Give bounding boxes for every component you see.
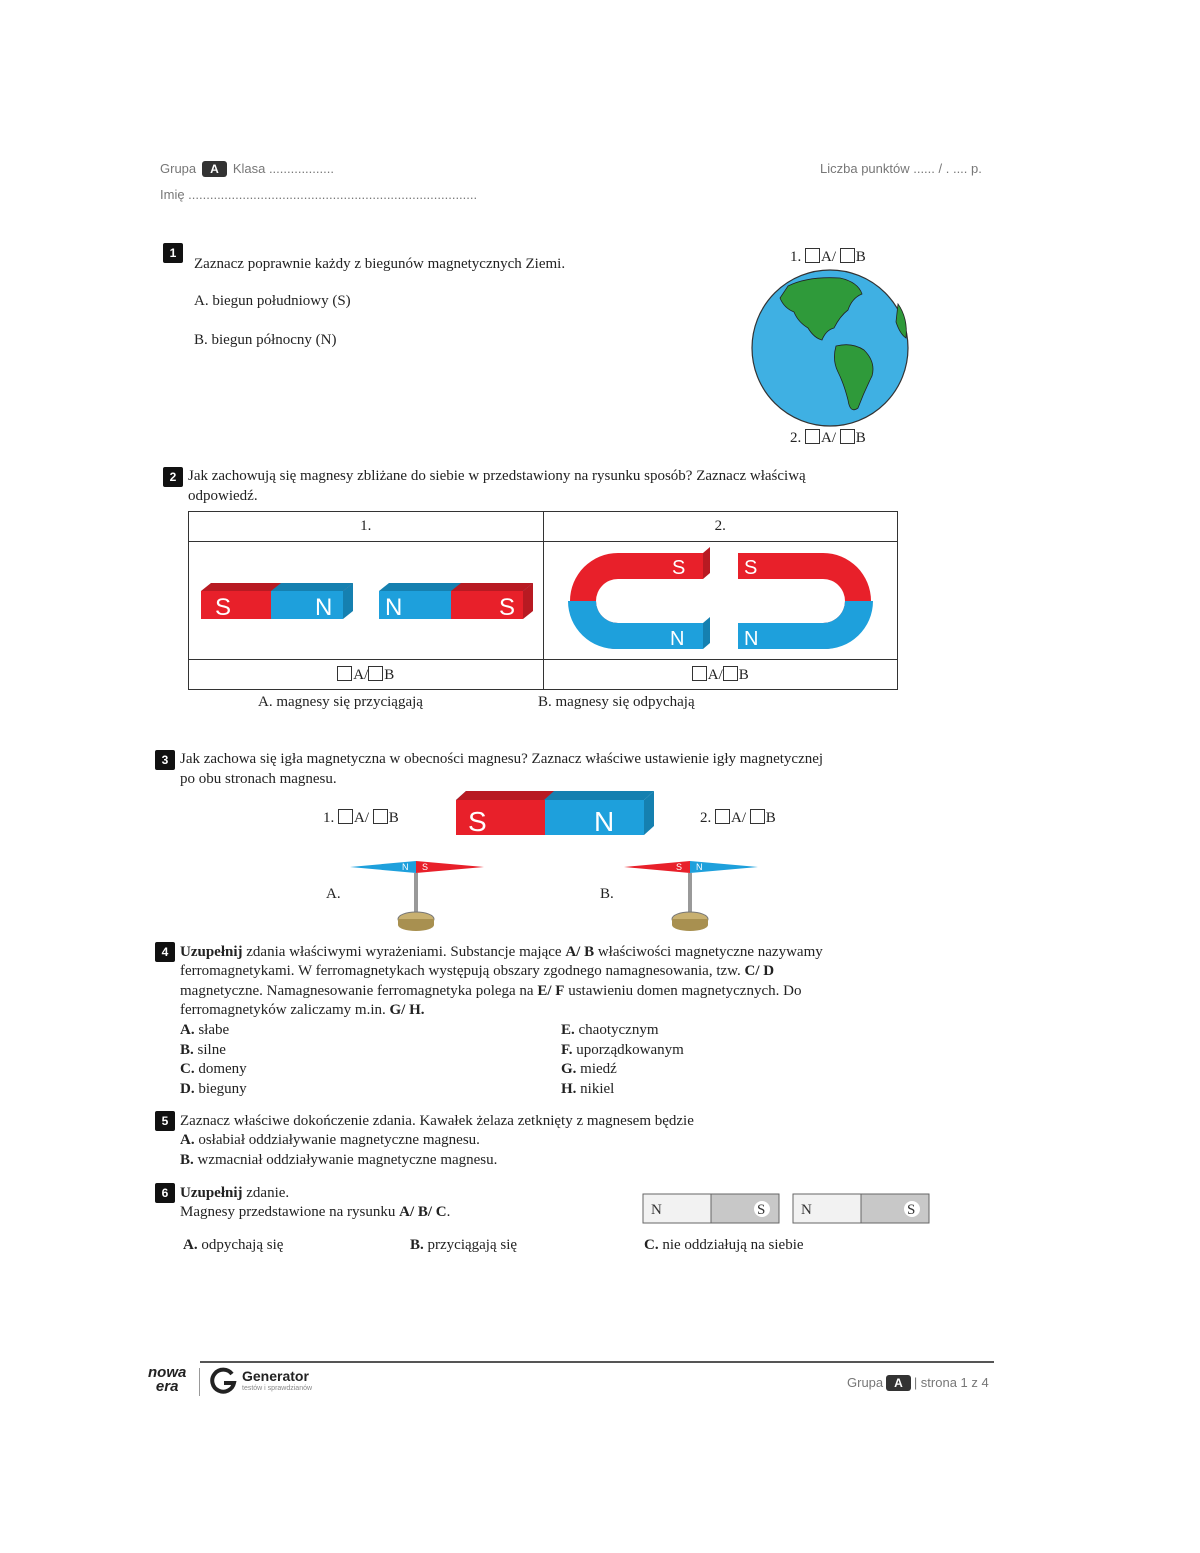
checkbox-b[interactable] bbox=[840, 429, 855, 444]
bar-magnets-illustration bbox=[193, 543, 538, 653]
question-number-3: 3 bbox=[155, 750, 175, 770]
checkbox-b[interactable] bbox=[750, 809, 765, 824]
checkbox-b[interactable] bbox=[723, 666, 738, 681]
q4-left-options bbox=[180, 1021, 247, 1099]
q2-answer-a: A. magnesy się przyciągają bbox=[258, 694, 423, 710]
q2-bar-magnets-cell bbox=[189, 542, 544, 660]
q4-line2: ferromagnetykami. W ferromagnetykach występują obszary zgodnego namagnesowania, tzw. C/ D bbox=[180, 963, 775, 979]
logo-separator bbox=[199, 1368, 200, 1396]
q2-col2-header: 2. bbox=[543, 512, 898, 542]
question-number-2: 2 bbox=[163, 467, 183, 487]
q1-option-a: A. biegun południowy (S) bbox=[194, 293, 351, 309]
q1-option-b: B. biegun północny (N) bbox=[194, 332, 337, 348]
svg-text:S: S bbox=[422, 862, 429, 872]
q6-gray-magnets-illustration bbox=[642, 1193, 930, 1225]
question-number-1: 1 bbox=[163, 243, 183, 263]
magnet-label-s: S bbox=[468, 806, 487, 837]
points-label: Liczba punktów ...... / . .... p. bbox=[820, 161, 982, 176]
magnet-label-s: S bbox=[215, 594, 232, 621]
q1-bottom-choice: 2. A/ B bbox=[790, 430, 866, 446]
group-label: Grupa bbox=[160, 161, 197, 176]
q2-choice-1: A/ B bbox=[189, 660, 544, 690]
q4-line4: ferromagnetyków zaliczamy m.in. G/ H. bbox=[180, 1002, 425, 1018]
checkbox-a[interactable] bbox=[715, 809, 730, 824]
option-item: H. nikiel bbox=[561, 1080, 615, 1097]
name-label: Imię ................................................................................ bbox=[160, 187, 478, 202]
q1-top-choice: 1. A/ B bbox=[790, 249, 866, 265]
magnet-label-s: S bbox=[743, 557, 758, 579]
option-item: F. uporządkowanym bbox=[561, 1041, 684, 1058]
q4-line3: magnetyczne. Namagnesowanie ferromagnetyka polega na E/ F ustawieniu domen magnetycznych. Do bbox=[180, 983, 802, 999]
class-label: Klasa .................. bbox=[232, 161, 334, 176]
magnet-label-n: N bbox=[315, 594, 333, 621]
compass-needle-b-icon bbox=[620, 855, 762, 931]
magnet-label-n: N bbox=[594, 806, 615, 837]
q4-right-options bbox=[561, 1021, 684, 1099]
magnet-label-n: N bbox=[651, 1202, 662, 1218]
generator-subtitle: testów i sprawdzianów bbox=[242, 1385, 313, 1392]
question-number-4: 4 bbox=[155, 942, 175, 962]
magnet-label-n: N bbox=[801, 1202, 812, 1218]
q2-table bbox=[188, 511, 898, 690]
checkbox-b[interactable] bbox=[368, 666, 383, 681]
magnet-label-n: N bbox=[743, 628, 759, 650]
q6-option-a: A. odpychają się bbox=[183, 1237, 284, 1253]
needle-b-label: B. bbox=[600, 886, 614, 902]
option-item: E. chaotycznym bbox=[561, 1022, 659, 1038]
option-item: A. słabe bbox=[180, 1022, 230, 1038]
q6-option-b: B. przyciągają się bbox=[410, 1237, 518, 1253]
question-number-5: 5 bbox=[155, 1111, 175, 1131]
magnet-label-s: S bbox=[907, 1202, 916, 1218]
option-item: D. bieguny bbox=[180, 1080, 247, 1097]
earth-globe-icon bbox=[748, 268, 912, 428]
group-line bbox=[160, 161, 334, 177]
svg-text:N: N bbox=[696, 862, 703, 872]
magnet-label-s: S bbox=[499, 594, 516, 621]
q3-question-line2: po obu stronach magnesu. bbox=[180, 771, 337, 787]
footer-page-info bbox=[847, 1375, 989, 1391]
svg-text:N: N bbox=[402, 862, 409, 872]
q1-question: Zaznacz poprawnie każdy z biegunów magnetycznych Ziemi. bbox=[194, 256, 566, 272]
horseshoe-magnets-illustration bbox=[548, 543, 893, 653]
checkbox-a[interactable] bbox=[337, 666, 352, 681]
option-item: B. silne bbox=[180, 1041, 226, 1058]
q2-question-line1: Jak zachowują się magnesy zbliżane do siebie w przedstawiony na rysunku sposób? Zaznacz właściwą bbox=[188, 468, 806, 484]
q2-col1-header: 1. bbox=[189, 512, 544, 542]
footer-page-number: | strona 1 z 4 bbox=[913, 1375, 989, 1390]
checkbox-b[interactable] bbox=[840, 248, 855, 263]
q5-option-a: A. osłabiał oddziaływanie magnetyczne magnesu. bbox=[180, 1132, 480, 1148]
q5-question: Zaznacz właściwe dokończenie zdania. Kawałek żelaza zetknięty z magnesem będzie bbox=[180, 1113, 694, 1129]
checkbox-a[interactable] bbox=[805, 429, 820, 444]
q2-answer-b: B. magnesy się odpychają bbox=[538, 694, 695, 710]
checkbox-b[interactable] bbox=[373, 809, 388, 824]
generator-g-icon bbox=[210, 1367, 238, 1395]
needle-a-label: A. bbox=[326, 886, 341, 902]
q3-left-choice: 1. A/ B bbox=[323, 810, 399, 826]
option-item: C. domeny bbox=[180, 1061, 247, 1077]
group-badge: A bbox=[202, 161, 227, 177]
checkbox-a[interactable] bbox=[805, 248, 820, 263]
q6-line1: Uzupełnij zdanie. bbox=[180, 1185, 290, 1201]
magnet-label-n: N bbox=[385, 594, 403, 621]
bar-magnet-illustration bbox=[454, 788, 658, 838]
generator-title: Generator bbox=[242, 1368, 309, 1384]
footer-group-label: Grupa bbox=[847, 1375, 884, 1390]
checkbox-a[interactable] bbox=[692, 666, 707, 681]
footer-divider bbox=[200, 1361, 994, 1363]
q4-line1: Uzupełnij zdania właściwymi wyrażeniami. Substancje mające A/ B właściwości magnetyczne nazywamy bbox=[180, 944, 823, 960]
q2-horseshoe-magnets-cell bbox=[543, 542, 898, 660]
svg-text:S: S bbox=[676, 862, 683, 872]
q6-option-c: C. nie oddziałują na siebie bbox=[644, 1237, 804, 1253]
nowa-era-logo: nowa era bbox=[148, 1364, 187, 1395]
question-number-6: 6 bbox=[155, 1183, 175, 1203]
q6-line2: Magnesy przedstawione na rysunku A/ B/ C. bbox=[180, 1204, 451, 1220]
checkbox-a[interactable] bbox=[338, 809, 353, 824]
magnet-label-n: N bbox=[669, 628, 685, 650]
q3-right-choice: 2. A/ B bbox=[700, 810, 776, 826]
q2-choice-2: A/ B bbox=[543, 660, 898, 690]
q3-question-line1: Jak zachowa się igła magnetyczna w obecności magnesu? Zaznacz właściwe ustawienie igły magnetycznej bbox=[180, 751, 824, 767]
q2-question-line2: odpowiedź. bbox=[188, 488, 258, 504]
footer-group-badge: A bbox=[886, 1375, 911, 1391]
option-item: G. miedź bbox=[561, 1061, 617, 1077]
magnet-label-s: S bbox=[671, 557, 686, 579]
compass-needle-a-icon bbox=[346, 855, 488, 931]
magnet-label-s: S bbox=[757, 1202, 766, 1218]
q5-option-b: B. wzmacniał oddziaływanie magnetyczne magnesu. bbox=[180, 1152, 498, 1168]
